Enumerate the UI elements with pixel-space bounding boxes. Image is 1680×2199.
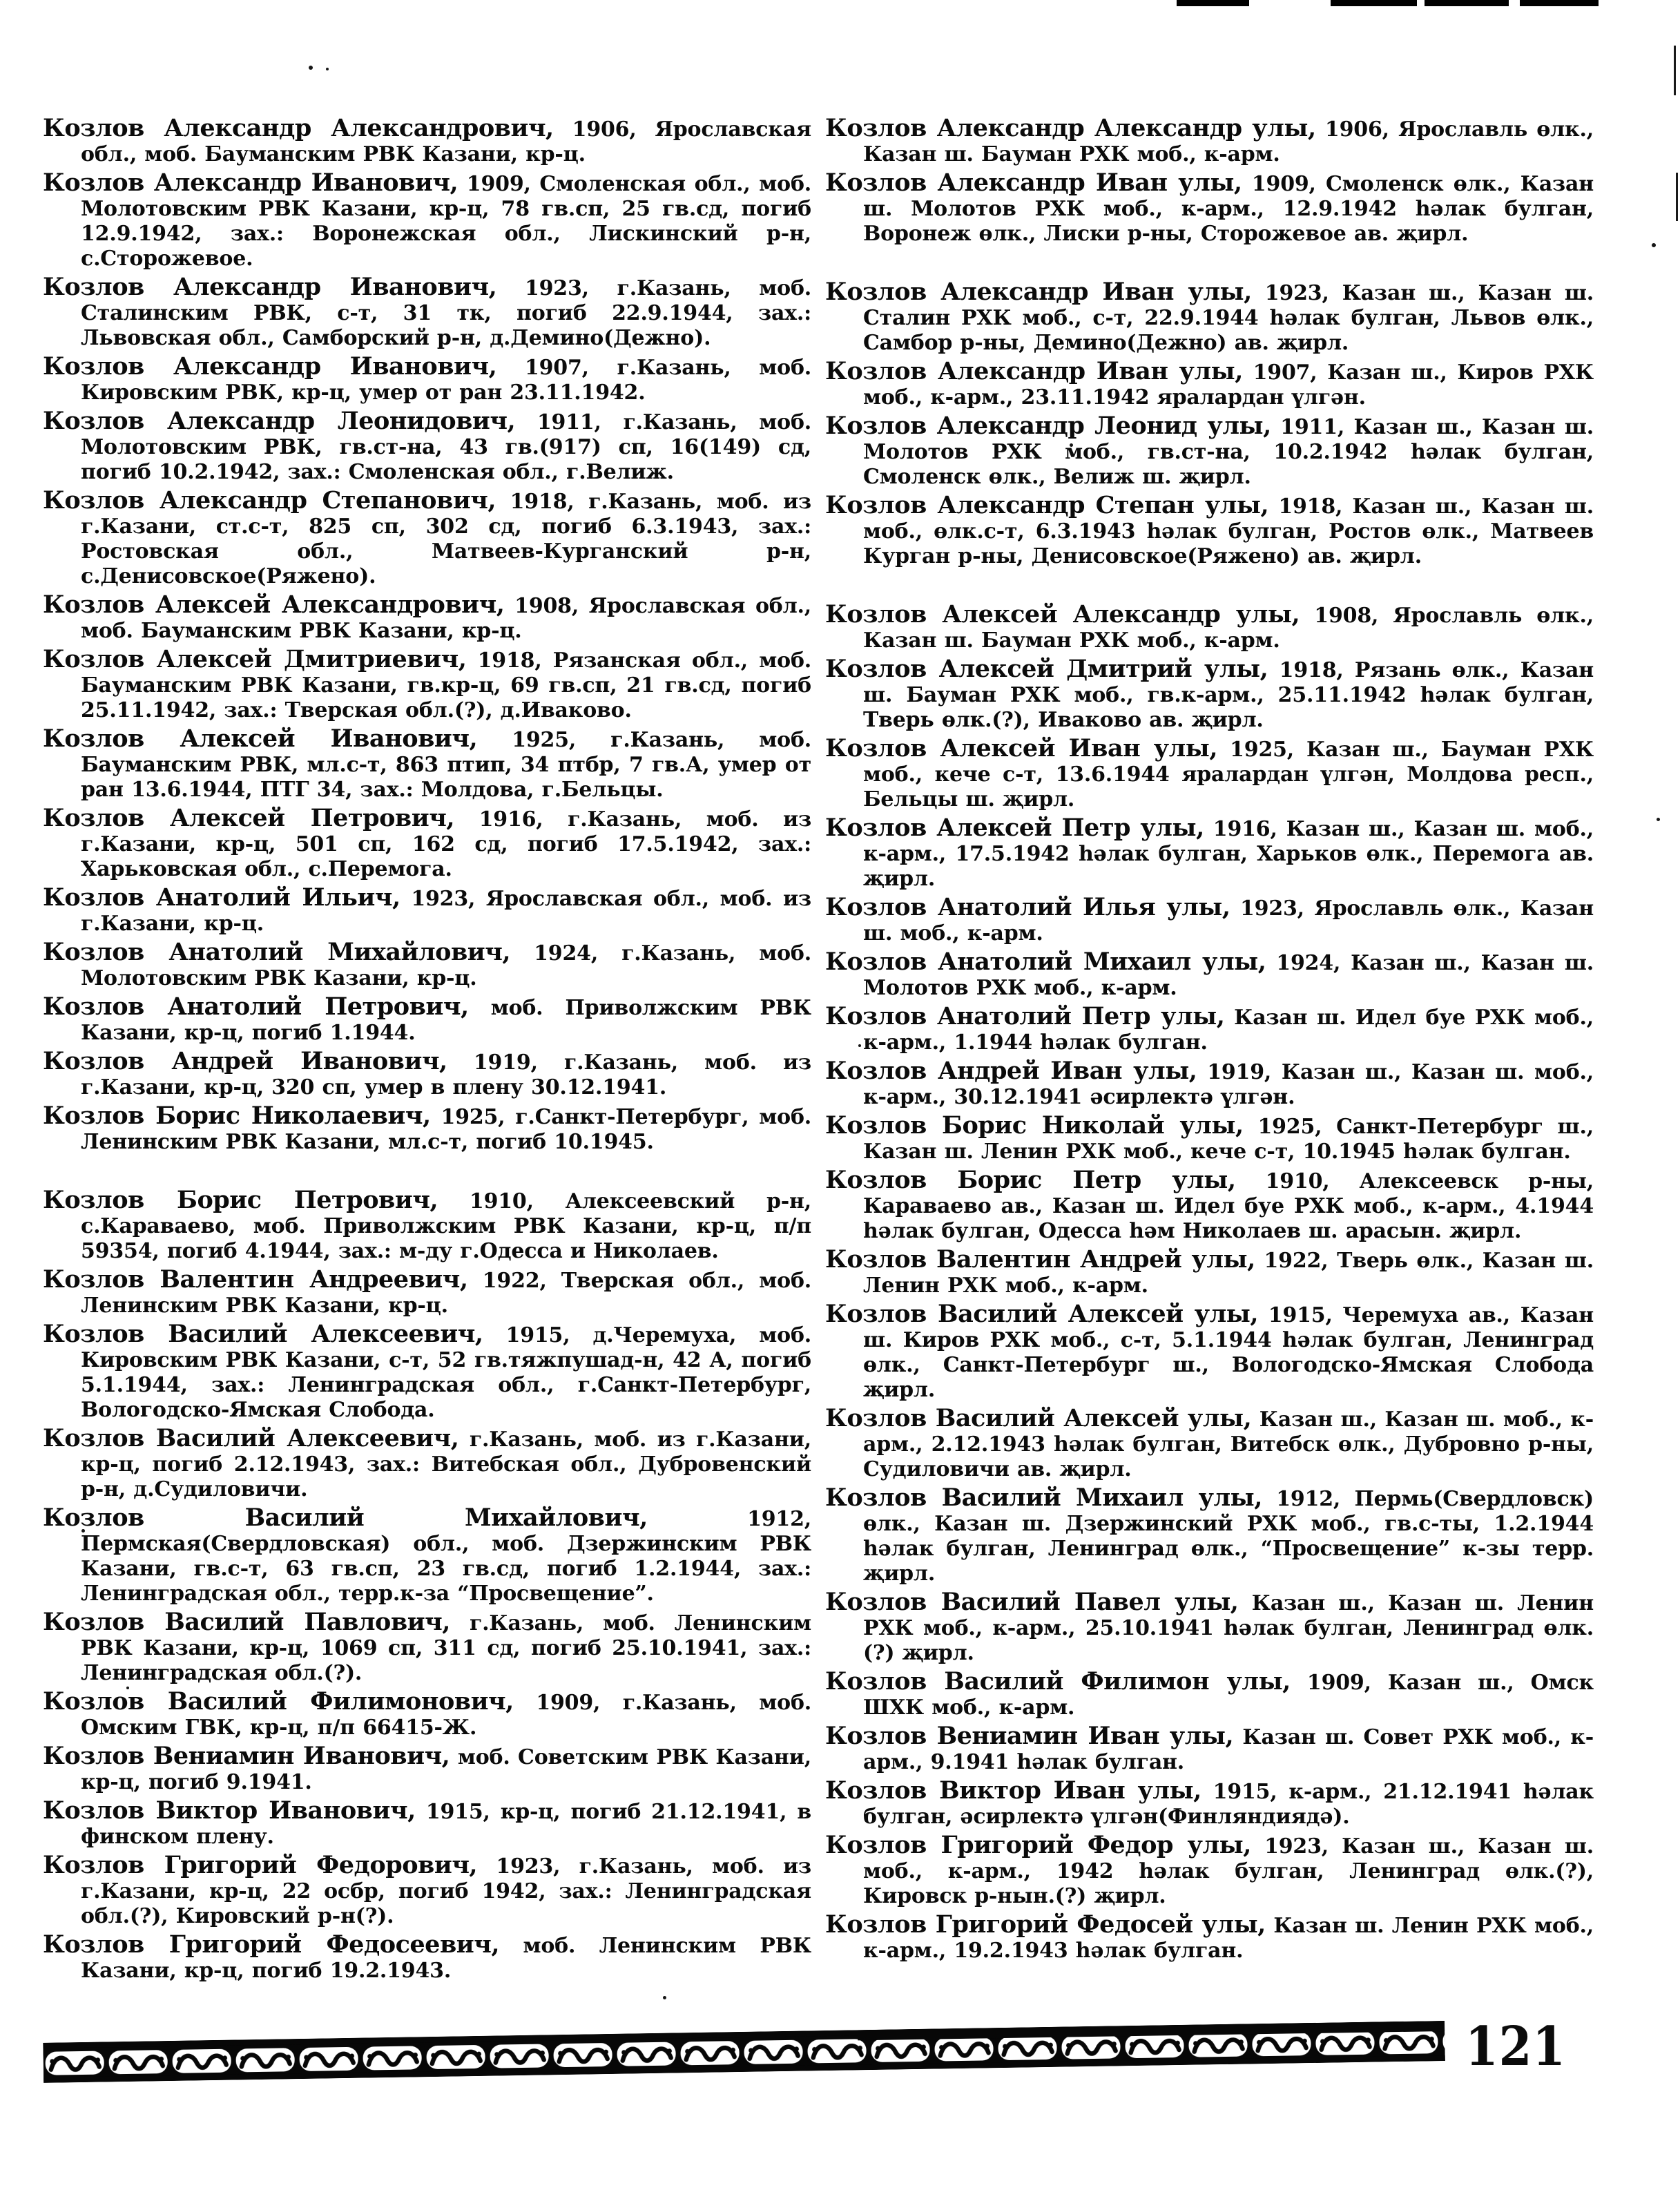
entry-name: Козлов Александр Иван улы, — [825, 169, 1242, 197]
scan-noise-dot — [309, 66, 313, 70]
entry-details: моб. Советским РВК Казани, кр-ц, погиб 9.1941. — [81, 1745, 811, 1794]
entry-name: Козлов Андрей Иван улы, — [825, 1057, 1197, 1085]
memorial-entry — [825, 1302, 1594, 1403]
entry-name: Козлов Василий Михаил улы, — [825, 1483, 1262, 1512]
entry-details: 1925, г.Казань, моб. Бауманским РВК, мл.с-т, 863 птип, 34 птбр, 7 гв.А, умер от ран 13.6.1944, ПТГ 34, зах.: Молдова, г.Бельцы. — [81, 728, 812, 802]
entry-name: Козлов Василий Алексеевич, — [43, 1424, 459, 1452]
entry-name: Козлов Александр Леонидович, — [43, 407, 516, 435]
memorial-entry — [43, 885, 811, 937]
memorial-entry — [825, 1059, 1594, 1110]
memorial-entry — [825, 493, 1594, 569]
entry-details: 1923, Казан ш., Казан ш. моб., к-арм., 1942 һәлак булган, Ленинград өлк.(?), Кировск р-нын.(?) җирл. — [863, 1834, 1594, 1908]
entry-details: Казан ш., Казан ш. моб., к-арм., 2.12.1943 һәлак булган, Витебск өлк., Дубровно р-ны, Судиловичи ав. җирл. — [863, 1408, 1594, 1481]
memorial-entry — [825, 1004, 1594, 1055]
entry-details: 1909, г.Казань, моб. Омским ГВК, кр-ц, п/п 66415-Ж. — [81, 1691, 811, 1740]
entry-details: 1922, Тверь өлк., Казан ш. Ленин РХК моб., к-арм. — [863, 1249, 1594, 1298]
entry-details: 1918, Рязань өлк., Казан ш. Бауман РХК моб., гв.к-арм., 25.11.1942 һәлак булган, Тверь өлк.(?), Иваково ав. җирл. — [863, 658, 1594, 732]
entry-details: 1909, Смоленская обл., моб. Молотовским РВК Казани, кр-ц, 78 гв.сп, 25 гв.сд, погиб 12.9.1942, зах.: Воронежская обл., Лискинский р-н, с.Сторожевое. — [81, 172, 811, 271]
memorial-entry — [825, 950, 1594, 1001]
entry-name: Козлов Алексей Александрович, — [43, 590, 505, 619]
entry-details: 1916, Казан ш., Казан ш. моб., к-арм., 17.5.1942 һәлак булган, Харьков өлк., Перемога ав. җирл. — [863, 817, 1594, 891]
entry-name: Козлов Григорий Федор улы, — [825, 1831, 1251, 1859]
column-russian — [43, 116, 811, 1987]
entry-name: Козлов Анатолий Петрович, — [43, 992, 469, 1021]
entry-name: Козлов Борис Николай улы, — [825, 1111, 1244, 1140]
entry-details: 1918, г.Казань, моб. из г.Казани, ст.с-т, 825 сп, 302 сд, погиб 6.3.1943, зах.: Ростовская обл., Матвеев-Курганский р-н, с.Денисовское(Ряжено). — [81, 490, 811, 588]
entry-details: 1924, Казан ш., Казан ш. Молотов РХК моб., к-арм. — [863, 951, 1594, 1000]
entry-details: Казан ш., Казан ш. Ленин РХК моб., к-арм., 25.10.1941 һәлак булган, Ленинград өлк.(?) җирл. — [863, 1591, 1594, 1665]
entry-name: Козлов Василий Михайлович, — [43, 1504, 648, 1532]
entry-details: 1910, Алексеевск р-ны, Караваево ав., Казан ш. Идел буе РХК моб., к-арм., 4.1944 һәлак булган, Одесса һәм Николаев ш. арасын. җирл. — [863, 1169, 1594, 1243]
entry-details: 1915, д.Черемуха, моб. Кировским РВК Казани, с-т, 52 гв.тяжпушад-н, 42 А, погиб 5.1.1944, зах.: Ленинградская обл., г.Санкт-Петербург, Вологодско-Ямская Слобода. — [81, 1323, 812, 1422]
entry-details: 1923, г.Казань, моб. из г.Казани, кр-ц, 22 осбр, погиб 1942, зах.: Ленинградская обл.(?), Кировский р-н(?). — [81, 1854, 811, 1928]
entry-details: 1908, Ярославская обл., моб. Бауманским РВК Казани, кр-ц. — [81, 594, 812, 643]
entry-name: Козлов Андрей Иванович, — [43, 1047, 447, 1075]
memorial-entry — [825, 1483, 1594, 1586]
memorial-entry — [43, 1798, 811, 1850]
scan-edge-dash — [1520, 0, 1599, 6]
entry-details: 1915, кр-ц, погиб 21.12.1941, в финском плену. — [81, 1800, 811, 1849]
entry-details: г.Казань, моб. из г.Казани, кр-ц, погиб 2.12.1943, зах.: Витебская обл., Дубровенский р-н, д.Судиловичи. — [81, 1428, 811, 1501]
memorial-entry — [43, 116, 811, 167]
entry-name: Козлов Алексей Иванович, — [43, 724, 478, 753]
entry-name: Козлов Анатолий Ильич, — [43, 883, 400, 912]
memorial-entry — [825, 1406, 1594, 1482]
entry-details: 1907, Казан ш., Киров РХК моб., к-арм., 23.11.1942 яралардан үлгән. — [863, 361, 1594, 410]
memorial-entry — [825, 359, 1594, 410]
memorial-entry — [43, 1853, 811, 1929]
entry-name: Козлов Григорий Федорович, — [43, 1851, 478, 1879]
entry-details: 1919, г.Казань, моб. из г.Казани, кр-ц, 320 сп, умер в плену 30.12.1941. — [81, 1050, 811, 1100]
memorial-entry — [43, 1610, 811, 1686]
entry-name: Козлов Борис Николаевич, — [43, 1102, 431, 1130]
entry-details: 1918, Рязанская обл., моб. Бауманским РВК Казани, гв.кр-ц, 69 гв.сп, 21 гв.сд, погиб 25.11.1942, зах.: Тверская обл.(?), д.Иваково. — [81, 649, 811, 722]
entry-name: Козлов Виктор Иван улы, — [825, 1776, 1201, 1805]
memorial-entry — [43, 171, 811, 271]
memorial-entry — [825, 895, 1594, 946]
memorial-entry — [825, 1912, 1594, 1963]
entry-details: Казан ш. Идел буе РХК моб., к-арм., 1.1944 һәлак булган. — [863, 1006, 1594, 1055]
entry-details: моб. Приволжским РВК Казани, кр-ц, погиб 1.1944. — [81, 996, 812, 1045]
entry-details: 1907, г.Казань, моб. Кировским РВК, кр-ц, умер от ран 23.11.1942. — [81, 356, 811, 405]
memorial-entry — [43, 1104, 811, 1155]
ornament-band-graphic — [43, 2021, 1445, 2083]
memorial-entry — [825, 816, 1594, 892]
entry-details: 1915, к-арм., 21.12.1941 һәлак булган, әсирлектә үлгән(Финляндиядә). — [863, 1780, 1594, 1829]
memorial-entry — [825, 1113, 1594, 1164]
scan-edge-tick — [1676, 173, 1678, 221]
entry-name: Козлов Василий Алексей улы, — [825, 1404, 1252, 1432]
scan-edge-dash — [1425, 0, 1509, 6]
entry-name: Козлов Василий Алексеевич, — [43, 1320, 483, 1348]
memorial-entry — [825, 1669, 1594, 1720]
page-number: 121 — [1465, 2015, 1566, 2078]
entry-details: 1922, Тверская обл., моб. Ленинским РВК Казани, кр-ц. — [81, 1269, 811, 1318]
memorial-entry — [43, 1322, 811, 1423]
entry-details: Казан ш. Совет РХК моб., к-арм., 9.1941 һәлак булган. — [863, 1725, 1594, 1774]
memorial-entry — [825, 1247, 1594, 1298]
entry-details: 1916, г.Казань, моб. из г.Казани, кр-ц, 501 сп, 162 сд, погиб 17.5.1942, зах.: Харьковская обл., с.Перемога. — [81, 807, 812, 881]
entry-details: 1923, Казан ш., Казан ш. Сталин РХК моб., с-т, 22.9.1944 һәлак булган, Львов өлк., Самбор р-ны, Демино(Дежно) ав. җирл. — [863, 281, 1594, 355]
entry-details: 1923, г.Казань, моб. Сталинским РВК, с-т, 31 тк, погиб 22.9.1944, зах.: Львовская обл., Самборский р-н, д.Демино(Дежно). — [81, 276, 811, 350]
entry-details: 1924, г.Казань, моб. Молотовским РВК Казани, кр-ц. — [81, 941, 811, 990]
entry-details: 1918, Казан ш., Казан ш. моб., өлк.с-т, 6.3.1943 һәлак булган, Ростов өлк., Матвеев Курган р-ны, Денисовское(Ряжено) ав. җирл. — [863, 494, 1594, 568]
entry-name: Козлов Александр Иванович, — [43, 352, 497, 381]
entry-name: Козлов Василий Филимонович, — [43, 1687, 514, 1716]
memorial-entry — [825, 414, 1594, 490]
entry-name: Козлов Василий Павлович, — [43, 1608, 450, 1636]
entry-details: 1911, Казан ш., Казан ш. Молотов РХК моб., гв.ст-на, 10.2.1942 һәлак булган, Смоленск өлк., Велиж ш. җирл. — [863, 415, 1594, 489]
memorial-entry — [825, 1778, 1594, 1830]
memorial-entry — [43, 1689, 811, 1740]
entry-name: Козлов Валентин Андреевич, — [43, 1265, 468, 1294]
memorial-entry — [43, 409, 811, 485]
entry-details: моб. Ленинским РВК Казани, кр-ц, погиб 19.2.1943. — [81, 1934, 811, 1983]
entry-name: Козлов Виктор Иванович, — [43, 1796, 416, 1825]
memorial-entry — [43, 806, 811, 882]
entry-name: Козлов Анатолий Илья улы, — [825, 893, 1230, 921]
entry-name: Козлов Василий Филимон улы, — [825, 1667, 1291, 1696]
memorial-entry — [43, 488, 811, 589]
memorial-entry — [825, 1724, 1594, 1775]
entry-name: Козлов Александр Иван улы, — [825, 357, 1243, 385]
memorial-entry — [43, 647, 811, 723]
entry-details: 1923, Ярославская обл., моб. из г.Казани, кр-ц. — [81, 887, 811, 936]
scan-edge-dash — [1331, 0, 1417, 6]
memorial-entry — [43, 992, 812, 1046]
entry-name: Козлов Анатолий Михаил улы, — [825, 948, 1266, 976]
entry-name: Козлов Борис Петр улы, — [825, 1166, 1236, 1194]
entry-details: 1909, Казан ш., Омск ШХК моб., к-арм. — [863, 1671, 1594, 1720]
entry-name: Козлов Александр Степан улы, — [825, 491, 1269, 519]
entry-details: 1910, Алексеевский р-н, с.Караваево, моб. Приволжским РВК Казани, кр-ц, п/п 59354, погиб 4.1944, зах.: м-ду г.Одесса и Николаев. — [81, 1189, 812, 1263]
entry-name: Козлов Василий Павел улы, — [825, 1588, 1239, 1616]
memorial-entry — [43, 724, 812, 803]
entry-name: Козлов Александр Степанович, — [43, 486, 496, 515]
memorial-entry — [43, 1506, 811, 1606]
entry-name: Козлов Вениамин Иван улы, — [825, 1722, 1234, 1750]
entry-name: Козлов Александр Александр улы, — [825, 114, 1316, 142]
entry-name: Козлов Александр Иван улы, — [825, 278, 1252, 306]
entry-details: г.Казань, моб. Ленинским РВК Казани, кр-ц, 1069 сп, 311 сд, погиб 25.10.1941, зах.: Ленинградская обл.(?). — [81, 1611, 812, 1685]
entry-details: 1906, Ярославль өлк., Казан ш. Бауман РХК моб., к-арм. — [863, 117, 1594, 166]
footer-ornament — [43, 2021, 1445, 2083]
scan-noise-dot — [1652, 243, 1656, 247]
memorial-entry — [825, 116, 1594, 167]
scan-noise-dot — [663, 1996, 666, 1999]
entry-name: Козлов Алексей Дмитрий улы, — [825, 655, 1268, 683]
memorial-entry — [825, 1168, 1594, 1244]
entry-name: Козлов Вениамин Иванович, — [43, 1742, 450, 1770]
entry-name: Козлов Григорий Федосеевич, — [43, 1930, 500, 1959]
memorial-entry — [43, 1188, 811, 1264]
scan-noise-dot — [1657, 818, 1660, 821]
entry-name: Козлов Анатолий Михайлович, — [43, 938, 511, 966]
entry-name: Козлов Алексей Петр улы, — [825, 814, 1204, 842]
entry-name: Козлов Александр Иванович, — [43, 273, 497, 301]
entry-details: 1912, Пермская(Свердловская) обл., моб. Дзержинским РВК Казани, гв.с-т, 63 гв.сп, 23 гв.сд, погиб 1.2.1944, зах.: Ленинградская обл., терр.к-за “Просвещение”. — [81, 1507, 812, 1606]
entry-details: 1925, Санкт-Петербург ш., Казан ш. Ленин РХК моб., кече с-т, 10.1945 һәлак булган. — [863, 1115, 1594, 1164]
memorial-entry — [43, 354, 811, 405]
memorial-entry — [43, 1049, 811, 1100]
entry-details: 1919, Казан ш., Казан ш. моб., к-арм., 30.12.1941 әсирлектә үлгән. — [863, 1060, 1594, 1109]
scan-edge-tick — [1674, 46, 1676, 95]
entry-name: Козлов Алексей Дмитриевич, — [43, 645, 467, 673]
entry-details: 1909, Смоленск өлк., Казан ш. Молотов РХК моб., к-арм., 12.9.1942 һәлак булган, Воронеж өлк., Лиски р-ны, Сторожевое ав. җирл. — [863, 172, 1594, 246]
memorial-entry — [825, 602, 1594, 653]
entry-name: Козлов Григорий Федосей улы, — [825, 1910, 1266, 1939]
entry-name: Козлов Алексей Иван улы, — [825, 734, 1218, 762]
column-tatar — [825, 116, 1594, 1987]
entry-details: Казан ш. Ленин РХК моб., к-арм., 19.2.1943 һәлак булган. — [863, 1914, 1594, 1963]
memorial-entry — [825, 736, 1594, 812]
scan-edge-dash — [1177, 0, 1249, 6]
memorial-entry — [825, 1590, 1594, 1666]
memorial-entry — [825, 280, 1594, 356]
entry-name: Козлов Борис Петрович, — [43, 1186, 438, 1214]
memorial-entry — [825, 1833, 1594, 1909]
memorial-list — [43, 116, 1594, 1987]
memorial-entry — [825, 171, 1594, 247]
memorial-entry — [43, 590, 812, 644]
entry-details: 1906, Ярославская обл., моб. Бауманским РВК Казани, кр-ц. — [81, 117, 811, 166]
entry-details: 1925, Казан ш., Бауман РХК моб., кече с-т, 13.6.1944 яралардан үлгән, Молдова респ., Бельцы ш. җирл. — [863, 738, 1594, 812]
memorial-entry — [825, 657, 1594, 733]
memorial-entry — [43, 1744, 811, 1795]
entry-details: 1908, Ярославль өлк., Казан ш. Бауман РХК моб., к-арм. — [863, 604, 1594, 653]
entry-details: 1925, г.Санкт-Петербург, моб. Ленинским РВК Казани, мл.с-т, погиб 10.1945. — [81, 1105, 811, 1154]
entry-details: 1923, Ярославль өлк., Казан ш. моб., к-арм. — [863, 896, 1594, 945]
entry-name: Козлов Валентин Андрей улы, — [825, 1245, 1255, 1274]
entry-details: 1915, Черемуха ав., Казан ш. Киров РХК моб., с-т, 5.1.1944 һәлак булган, Ленинград өлк., Санкт-Петербург ш., Вологодско-Ямская Слобода җирл. — [863, 1303, 1594, 1402]
memorial-entry — [43, 1426, 811, 1502]
entry-name: Козлов Василий Алексей улы, — [825, 1300, 1259, 1328]
scan-noise-dot — [326, 68, 329, 70]
entry-details: 1911, г.Казань, моб. Молотовским РВК, гв.ст-на, 43 гв.(917) сп, 16(149) сд, погиб 10.2.1942, зах.: Смоленская обл., г.Велиж. — [81, 410, 812, 484]
memorial-entry — [43, 1932, 811, 1984]
memorial-entry — [43, 940, 811, 991]
entry-name: Козлов Алексей Александр улы, — [825, 600, 1300, 628]
entry-details: 1912, Пермь(Свердловск) өлк., Казан ш. Дзержинский РХК моб., гв.с-ты, 1.2.1944 һәлак булган, Ленинград өлк., “Просвещение” к-зы терр. җирл. — [863, 1487, 1594, 1586]
entry-name: Козлов Александр Леонид улы, — [825, 412, 1271, 440]
entry-name: Козлов Анатолий Петр улы, — [825, 1002, 1225, 1030]
entry-name: Козлов Александр Иванович, — [43, 169, 458, 197]
memorial-entry — [43, 1267, 811, 1318]
entry-name: Козлов Алексей Петрович, — [43, 804, 455, 832]
memorial-entry — [43, 275, 811, 351]
entry-name: Козлов Александр Александрович, — [43, 114, 554, 142]
